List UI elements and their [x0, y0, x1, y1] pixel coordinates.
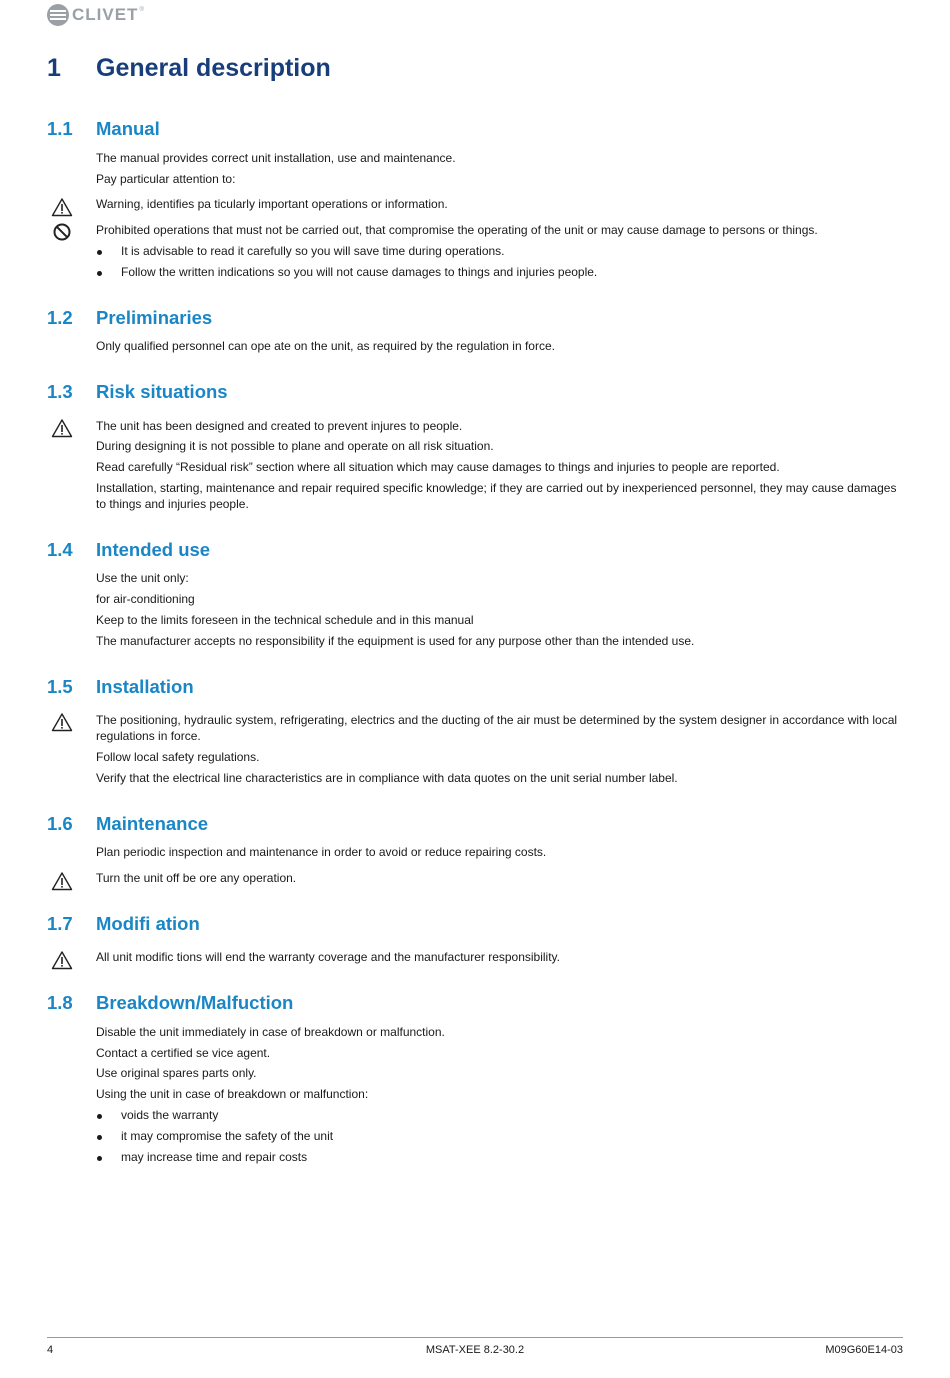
section-title: Preliminaries — [96, 307, 213, 328]
list-item: Follow the written indications so you will not cause damages to things and injuries people. — [121, 265, 598, 279]
paragraph: The positioning, hydraulic system, refrigerating, electrics and the ducting of the air must be determined by the system designer in accordance with local regulations in force. — [96, 713, 898, 743]
section-heading-risk-situations — [47, 381, 907, 405]
paragraph: The unit has been designed and created to prevent injures to people. — [96, 419, 463, 433]
section-heading-breakdown — [47, 992, 907, 1016]
warning-icon — [51, 197, 73, 217]
paragraph: Verify that the electrical line characteristics are in compliance with data quotes on the unit serial number label. — [96, 771, 678, 785]
paragraph: Contact a certified se vice agent. — [96, 1046, 271, 1060]
bullet-dot-icon — [97, 1156, 102, 1161]
footer-divider — [47, 1337, 903, 1338]
section-title: Installation — [96, 676, 194, 697]
footer-document-code: M09G60E14-03 — [825, 1344, 903, 1356]
paragraph: Plan periodic inspection and maintenance in order to avoid or reduce repairing costs. — [96, 845, 547, 859]
paragraph: Warning, identifies pa ticularly important operations or information. — [96, 197, 448, 211]
logo-registered: ® — [139, 7, 144, 13]
paragraph: Follow local safety regulations. — [96, 750, 260, 764]
section-title: Manual — [96, 118, 160, 139]
section-title: Modifi ation — [96, 913, 200, 934]
paragraph: The manufacturer accepts no responsibility if the equipment is used for any purpose other than the intended use. — [96, 634, 695, 648]
list-item: voids the warranty — [121, 1108, 219, 1122]
clivet-logo — [47, 3, 144, 27]
bullet-dot-icon — [97, 271, 102, 276]
bullet-dot-icon — [97, 1135, 102, 1140]
section-number: 1.7 — [47, 913, 73, 934]
bullet-dot-icon — [97, 1114, 102, 1119]
paragraph: All unit modific tions will end the warranty coverage and the manufacturer responsibility. — [96, 950, 561, 964]
page-number: 4 — [47, 1344, 54, 1356]
list-item: it may compromise the safety of the unit — [121, 1129, 334, 1143]
paragraph: Installation, starting, maintenance and repair required specific knowledge; if they are carried out by inexperienced personnel, they may cause damages to things and injuries people. — [96, 481, 897, 511]
section-number: 1.4 — [47, 539, 73, 560]
list-item: It is advisable to read it carefully so you will save time during operations. — [121, 244, 505, 258]
paragraph: Turn the unit off be ore any operation. — [96, 871, 297, 885]
paragraph: Keep to the limits foreseen in the technical schedule and in this manual — [96, 613, 474, 627]
section-number: 1.1 — [47, 118, 73, 139]
section-title: Maintenance — [96, 813, 209, 834]
section-heading-manual — [47, 118, 907, 142]
paragraph: The manual provides correct unit installation, use and maintenance. — [96, 151, 456, 165]
section-number: 1.2 — [47, 307, 73, 328]
list-item: may increase time and repair costs — [121, 1150, 308, 1164]
paragraph: Prohibited operations that must not be carried out, that compromise the operating of the unit or may cause damage to persons or things. — [96, 223, 818, 237]
paragraph: Using the unit in case of breakdown or malfunction: — [96, 1087, 369, 1101]
paragraph: Read carefully “Residual risk” section where all situation which may cause damages to things and injuries to people are reported. — [96, 460, 780, 474]
section-title: Intended use — [96, 539, 211, 560]
chapter-number: 1 — [47, 54, 61, 82]
paragraph: Disable the unit immediately in case of breakdown or malfunction. — [96, 1025, 445, 1039]
section-heading-installation — [47, 676, 907, 700]
section-title: Breakdown/Malfuction — [96, 992, 294, 1013]
section-title: Risk situations — [96, 381, 228, 402]
warning-icon — [51, 418, 73, 438]
warning-icon — [51, 950, 73, 970]
clivet-logo-mark-icon — [47, 4, 69, 26]
paragraph: Pay particular attention to: — [96, 172, 236, 186]
section-heading-modification — [47, 913, 907, 937]
logo-text: CLIVET — [72, 5, 139, 24]
section-heading-intended-use — [47, 539, 907, 563]
paragraph: Use original spares parts only. — [96, 1066, 257, 1080]
section-heading-maintenance — [47, 813, 907, 837]
bullet-dot-icon — [97, 250, 102, 255]
section-number: 1.5 — [47, 676, 73, 697]
paragraph: for air-conditioning — [96, 592, 195, 606]
section-heading-preliminaries — [47, 307, 907, 331]
chapter-title-text: General description — [96, 54, 331, 82]
warning-icon — [51, 871, 73, 891]
section-number: 1.8 — [47, 992, 73, 1013]
section-number: 1.6 — [47, 813, 73, 834]
warning-icon — [51, 712, 73, 732]
paragraph: Only qualified personnel can ope ate on the unit, as required by the regulation in force. — [96, 339, 555, 353]
paragraph: Use the unit only: — [96, 571, 189, 585]
footer-model: MSAT-XEE 8.2-30.2 — [425, 1344, 525, 1356]
section-number: 1.3 — [47, 381, 73, 402]
prohibited-icon — [51, 222, 73, 242]
paragraph: During designing it is not possible to plane and operate on all risk situation. — [96, 439, 494, 453]
